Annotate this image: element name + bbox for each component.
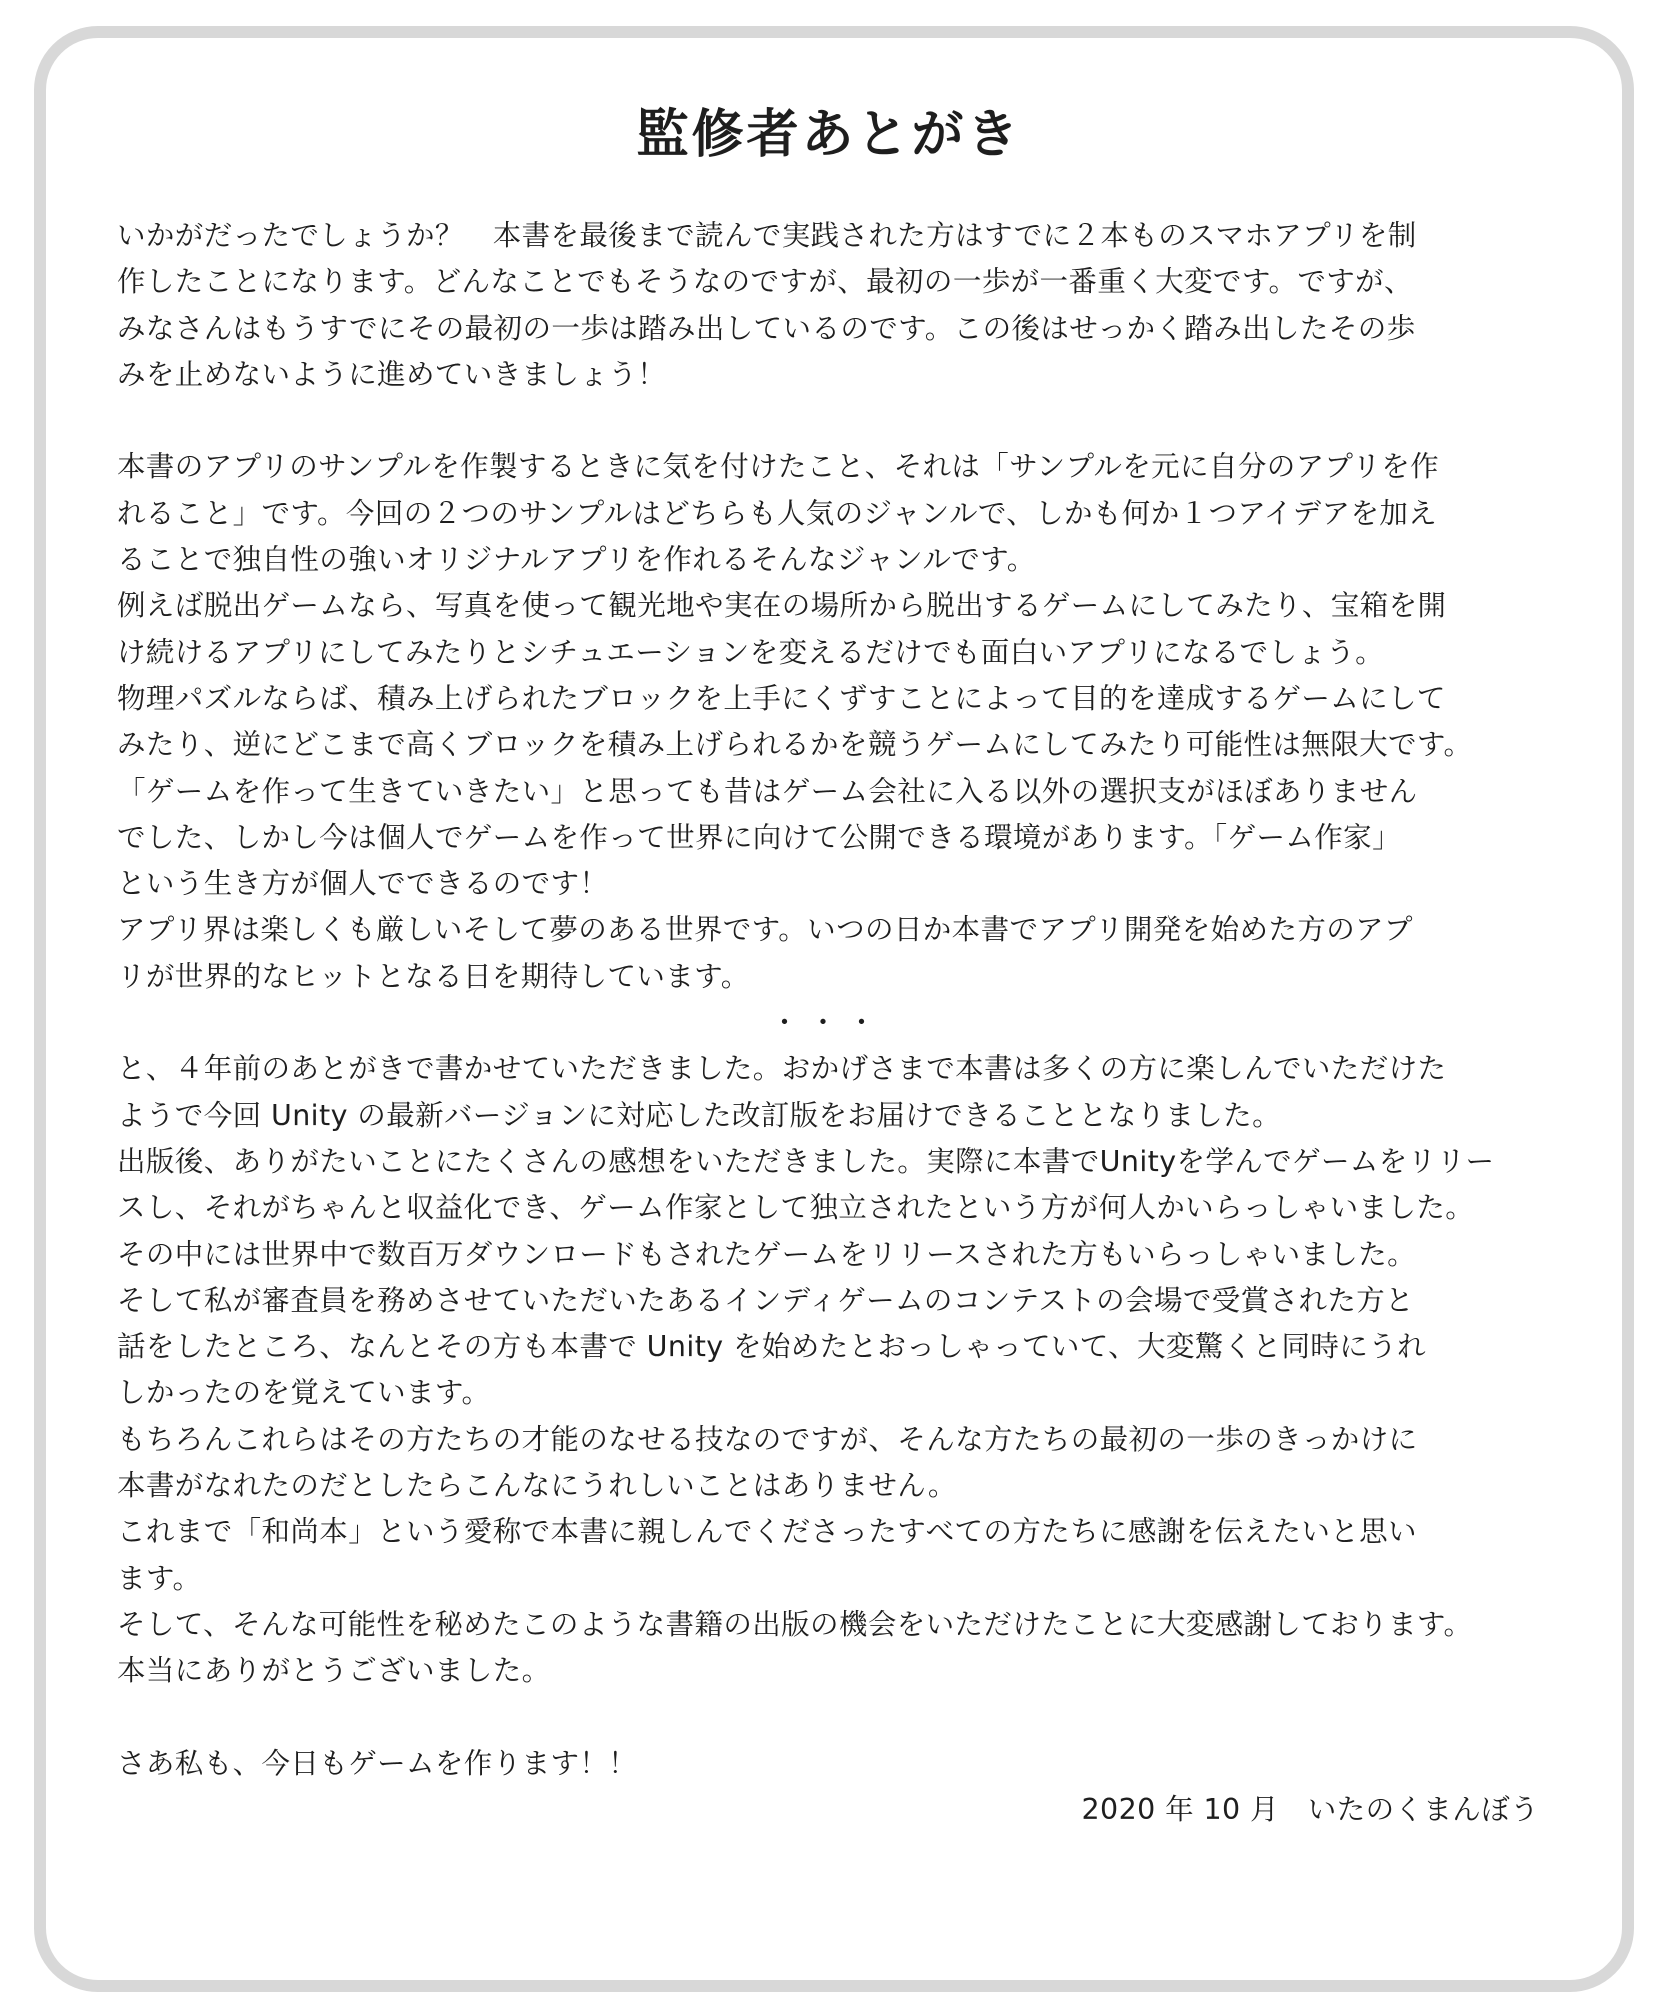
section-separator: ・・・ (770, 1006, 886, 1040)
text-line: れること」です。今回の２つのサンプルはどちらも人気のジャンルで、しかも何か１つアイデアを加え (117, 496, 1438, 530)
text-line: もちろんこれらはその方たちの才能のなせる技なのですが、そんな方たちの最初の一歩のきっかけに (117, 1422, 1418, 1456)
text-line: という生き方が個人でできるのです！ (117, 867, 609, 901)
text-line: 本書がなれたのだとしたらこんなにうれしいことはありません。 (117, 1469, 957, 1503)
text-line: 例えば脱出ゲームなら、写真を使って観光地や実在の場所から脱出するゲームにしてみたり、宝箱を開 (117, 589, 1447, 623)
text-line: ます。 (117, 1561, 202, 1595)
text-line: 本当にありがとうございました。 (117, 1654, 551, 1688)
text-line: 本書のアプリのサンプルを作製するときに気を付けたこと、それは「サンプルを元に自分のアプリを作 (117, 450, 1439, 484)
text-line: ようで今回 Unity の最新バージョンに対応した改訂版をお届けできることとなりました。 (117, 1098, 1281, 1132)
text-line: そして私が審査員を務めさせていただいたあるインディゲームのコンテストの会場で受賞された方と (117, 1283, 1415, 1317)
text-line: 「ゲームを作って生きていきたい」と思っても昔はゲーム会社に入る以外の選択支がほぼありません (117, 774, 1418, 808)
blank-line (117, 398, 1539, 444)
text-line: 作したことになります。どんなことでもそうなのですが、最初の一歩が一番重く大変です。ですが、 (117, 265, 1413, 299)
text-line: みなさんはもうすでにその最初の一歩は踏み出しているのです。この後はせっかく踏み出したその歩 (117, 311, 1416, 345)
text-line: ることで独自性の強いオリジナルアプリを作れるそんなジャンルです。 (117, 543, 1036, 577)
closing-line: さあ私も、今日もゲームを作ります！！ (117, 1746, 638, 1780)
text-line: 物理パズルならば、積み上げられたブロックを上手にくずすことによって目的を達成するゲームにして (117, 681, 1446, 715)
page-title: 監修者あとがき (636, 105, 1022, 165)
afterword-body (117, 213, 1539, 1833)
text-line: いかがだったでしょうか？ 本書を最後まで読んで実践された方はすでに２本ものスマホアプリを制 (117, 219, 1417, 252)
blank-line (117, 1695, 1539, 1741)
text-line: しかったのを覚えています。 (117, 1376, 491, 1410)
text-line: みを止めないように進めていきましょう！ (117, 357, 667, 391)
text-line: でした、しかし今は個人でゲームを作って世界に向けて公開できる環境があります。「ゲーム作家」 (117, 820, 1401, 854)
signature-date-author: 2020 年 10 月 いたのくまんぼう (1081, 1793, 1539, 1827)
text-line: アプリ界は楽しくも厳しいそして夢のある世界です。いつの日か本書でアプリ開発を始めた方のアプ (117, 913, 1413, 947)
text-line: 話をしたところ、なんとその方も本書で Unity を始めたとおっしゃっていて、大変驚くと同時にうれ (117, 1330, 1427, 1364)
text-line: け続けるアプリにしてみたりとシチュエーションを変えるだけでも面白いアプリになるでしょう。 (117, 635, 1385, 669)
text-line: スし、それがちゃんと収益化でき、ゲーム作家として独立されたという方が何人かいらっしゃいました。 (117, 1191, 1475, 1225)
text-line: みたり、逆にどこまで高くブロックを積み上げられるかを競うゲームにしてみたり可能性は無限大です。 (117, 728, 1473, 762)
text-line: 出版後、ありがたいことにたくさんの感想をいただきました。実際に本書でUnityを学んでゲームをリリー (117, 1144, 1495, 1178)
text-line: リが世界的なヒットとなる日を期待しています。 (117, 959, 750, 993)
text-line: これまで「和尚本」という愛称で本書に親しんでくださったすべての方たちに感謝を伝えたいと思い (117, 1515, 1417, 1549)
text-line: そして、そんな可能性を秘めたこのような書籍の出版の機会をいただけたことに大変感謝しております。 (117, 1607, 1473, 1641)
text-line: と、４年前のあとがきで書かせていただきました。おかげさまで本書は多くの方に楽しんでいただけた (117, 1052, 1447, 1086)
text-line: その中には世界中で数百万ダウンロードもされたゲームをリリースされた方もいらっしゃいました。 (117, 1237, 1417, 1271)
